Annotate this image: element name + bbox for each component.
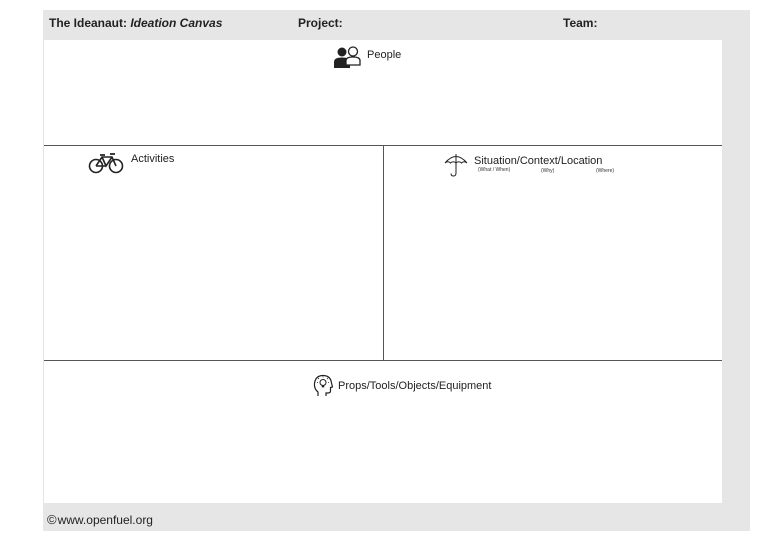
canvas-footer bbox=[47, 512, 153, 527]
head-lightbulb-icon bbox=[313, 374, 333, 398]
people-icon bbox=[332, 46, 364, 68]
canvas-title bbox=[49, 16, 222, 30]
section-people[interactable] bbox=[332, 46, 401, 68]
section-situation[interactable] bbox=[443, 152, 602, 178]
section-props[interactable] bbox=[313, 374, 491, 398]
bicycle-icon bbox=[88, 152, 124, 174]
people-label: People bbox=[367, 49, 402, 61]
situation-subcaption-why: (Why) bbox=[541, 168, 555, 174]
ideation-canvas bbox=[43, 10, 750, 531]
canvas-board bbox=[44, 40, 722, 503]
divider-vertical bbox=[383, 145, 384, 361]
props-label: Props/Tools/Objects/Equipment bbox=[338, 380, 492, 392]
situation-subcaption-what-when: (What / When) bbox=[478, 167, 511, 173]
activities-label: Activities bbox=[131, 153, 175, 165]
title-prefix: The Ideanaut: bbox=[49, 16, 131, 30]
situation-subcaption-where: (Where) bbox=[596, 168, 615, 174]
team-label: Team: bbox=[563, 16, 598, 30]
situation-label: Situation/Context/Location bbox=[474, 155, 603, 167]
canvas-header bbox=[43, 10, 750, 40]
title-emphasis: Ideation Canvas bbox=[130, 16, 223, 30]
project-label: Project: bbox=[298, 16, 343, 30]
section-activities[interactable] bbox=[88, 152, 174, 174]
copyright-symbol: © bbox=[47, 512, 57, 527]
footer-url[interactable]: www.openfuel.org bbox=[57, 512, 153, 527]
umbrella-icon bbox=[443, 152, 469, 178]
